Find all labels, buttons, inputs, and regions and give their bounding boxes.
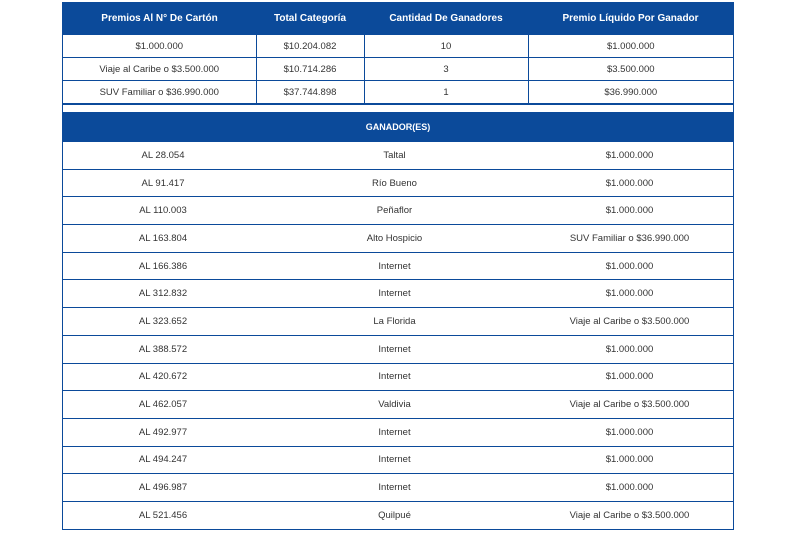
winner-prize: Viaje al Caribe o $3.500.000 bbox=[526, 308, 733, 336]
winner-location: Peñaflor bbox=[263, 197, 526, 225]
summary-header-row bbox=[63, 3, 733, 35]
prize-summary-table bbox=[63, 3, 733, 104]
winner-prize: SUV Familiar o $36.990.000 bbox=[526, 225, 733, 253]
header-net-prize: Premio Líquido Por Ganador bbox=[528, 3, 733, 35]
summary-total: $10.714.286 bbox=[256, 58, 364, 81]
winner-location: Internet bbox=[263, 446, 526, 474]
winner-prize: $1.000.000 bbox=[526, 252, 733, 280]
winner-row bbox=[63, 252, 733, 280]
winner-prize: $1.000.000 bbox=[526, 474, 733, 502]
winner-row bbox=[63, 335, 733, 363]
summary-prize: SUV Familiar o $36.990.000 bbox=[63, 81, 256, 104]
summary-net: $36.990.000 bbox=[528, 81, 733, 104]
summary-total: $10.204.082 bbox=[256, 35, 364, 58]
summary-row bbox=[63, 35, 733, 58]
winner-row bbox=[63, 391, 733, 419]
winner-location: Internet bbox=[263, 418, 526, 446]
winner-ticket: AL 91.417 bbox=[63, 169, 263, 197]
winner-location: Río Bueno bbox=[263, 169, 526, 197]
winner-location: Internet bbox=[263, 474, 526, 502]
winner-row bbox=[63, 142, 733, 169]
winner-ticket: AL 496.987 bbox=[63, 474, 263, 502]
winner-prize: $1.000.000 bbox=[526, 418, 733, 446]
winner-prize: $1.000.000 bbox=[526, 197, 733, 225]
winner-prize: $1.000.000 bbox=[526, 363, 733, 391]
summary-prize: $1.000.000 bbox=[63, 35, 256, 58]
summary-count: 1 bbox=[364, 81, 528, 104]
results-panel bbox=[62, 2, 734, 530]
winner-row bbox=[63, 446, 733, 474]
section-divider bbox=[63, 104, 733, 112]
winner-ticket: AL 492.977 bbox=[63, 418, 263, 446]
winner-ticket: AL 494.247 bbox=[63, 446, 263, 474]
winner-ticket: AL 521.456 bbox=[63, 501, 263, 528]
winner-ticket: AL 462.057 bbox=[63, 391, 263, 419]
winner-prize: $1.000.000 bbox=[526, 446, 733, 474]
winner-ticket: AL 420.672 bbox=[63, 363, 263, 391]
winner-location: Taltal bbox=[383, 149, 406, 161]
winner-location: Internet bbox=[263, 280, 526, 308]
winner-ticket: AL 312.832 bbox=[63, 280, 263, 308]
winner-row bbox=[63, 418, 733, 446]
winner-row bbox=[63, 169, 733, 197]
summary-total: $37.744.898 bbox=[256, 81, 364, 104]
winner-ticket: AL 28.054 bbox=[141, 149, 185, 161]
winner-prize: $1.000.000 bbox=[526, 280, 733, 308]
winner-row bbox=[63, 363, 733, 391]
winner-location: Quilpué bbox=[263, 501, 526, 528]
header-total-category: Total Categoría bbox=[256, 3, 364, 35]
winners-table bbox=[63, 142, 733, 529]
winner-prize: Viaje al Caribe o $3.500.000 bbox=[526, 391, 733, 419]
summary-net: $1.000.000 bbox=[528, 35, 733, 58]
winner-location: Valdivia bbox=[263, 391, 526, 419]
winner-row bbox=[63, 225, 733, 253]
winners-title: GANADOR(ES) bbox=[63, 112, 733, 142]
winner-row bbox=[63, 280, 733, 308]
winner-prize: $1.000.000 bbox=[526, 169, 733, 197]
summary-net: $3.500.000 bbox=[528, 58, 733, 81]
header-winner-count: Cantidad De Ganadores bbox=[364, 3, 528, 35]
winner-location: Internet bbox=[263, 252, 526, 280]
winner-ticket: AL 323.652 bbox=[63, 308, 263, 336]
winner-row bbox=[63, 197, 733, 225]
summary-prize: Viaje al Caribe o $3.500.000 bbox=[63, 58, 256, 81]
winner-ticket: AL 110.003 bbox=[63, 197, 263, 225]
winner-prize: $1.000.000 bbox=[605, 149, 654, 161]
summary-row bbox=[63, 81, 733, 104]
summary-row bbox=[63, 58, 733, 81]
winner-location: Alto Hospicio bbox=[263, 225, 526, 253]
winner-prize: $1.000.000 bbox=[526, 335, 733, 363]
summary-count: 3 bbox=[364, 58, 528, 81]
winner-ticket: AL 166.386 bbox=[63, 252, 263, 280]
winner-location: Internet bbox=[263, 335, 526, 363]
winner-row bbox=[63, 308, 733, 336]
winner-location: La Florida bbox=[263, 308, 526, 336]
summary-count: 10 bbox=[364, 35, 528, 58]
winner-prize: Viaje al Caribe o $3.500.000 bbox=[526, 501, 733, 528]
winner-ticket: AL 163.804 bbox=[63, 225, 263, 253]
winner-row bbox=[63, 474, 733, 502]
header-prize: Premios Al N° De Cartón bbox=[63, 3, 256, 35]
winner-row bbox=[63, 501, 733, 528]
winner-location: Internet bbox=[263, 363, 526, 391]
winner-ticket: AL 388.572 bbox=[63, 335, 263, 363]
